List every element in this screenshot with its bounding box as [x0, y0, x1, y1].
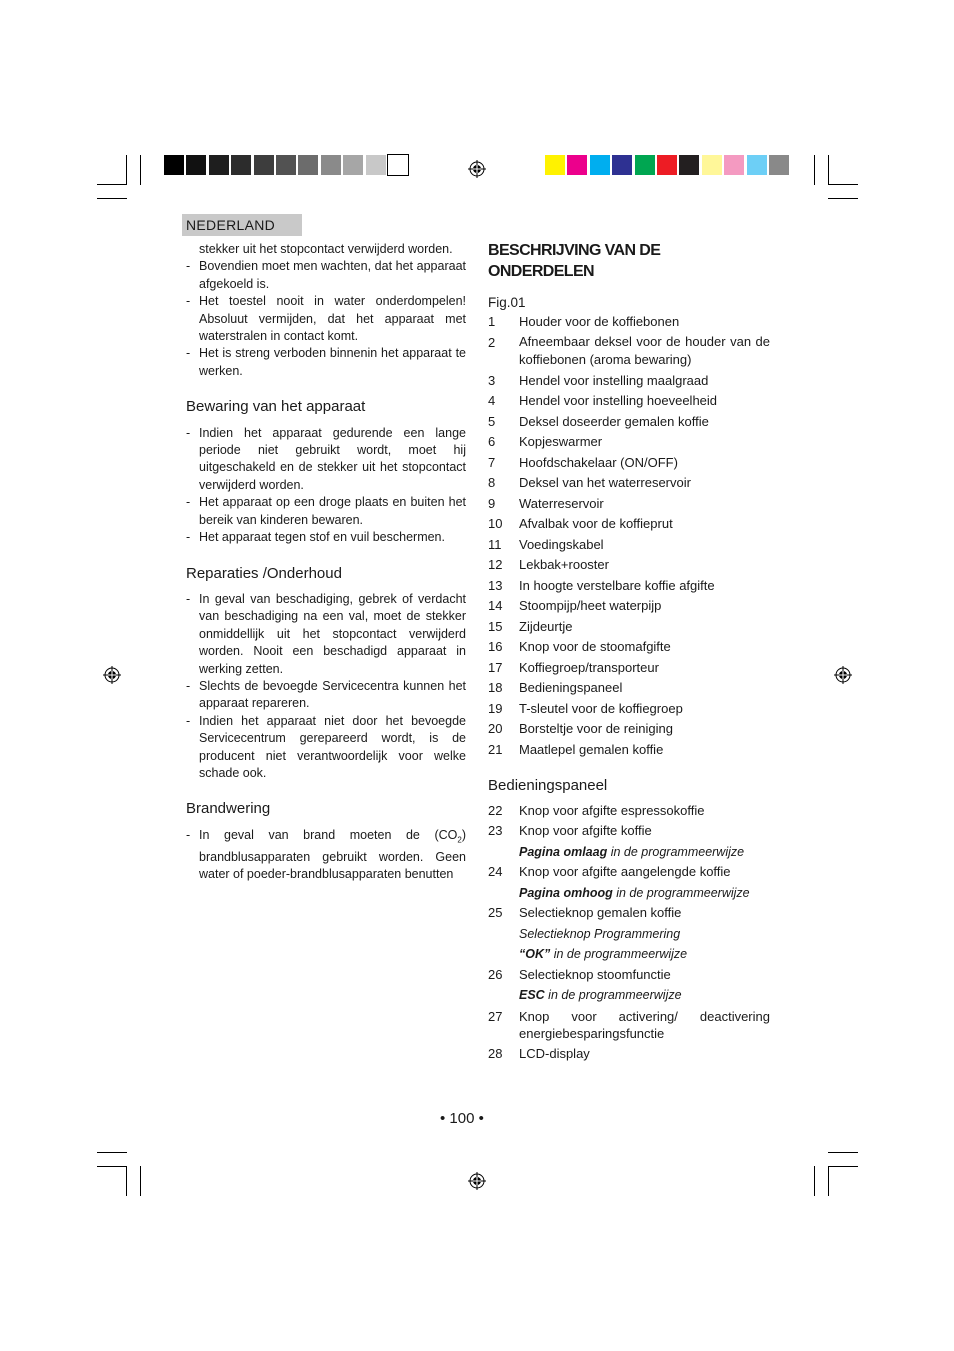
color-swatch — [679, 155, 699, 175]
list-item: 27 Knop voor activering/ deactivering energiebesparingsfunctie — [488, 1008, 770, 1041]
list-item: 9 Waterreservoir — [488, 495, 604, 511]
registration-mark-icon — [468, 160, 486, 178]
list-subitem: “OK” in de programmeerwijze — [519, 947, 688, 961]
registration-mark-icon — [834, 666, 852, 684]
list-subitem: Pagina omlaag in de programmeerwijze — [519, 844, 745, 859]
figure-label: Fig.01 — [488, 295, 526, 310]
color-swatch — [343, 155, 363, 175]
list-item: 10 Afvalbak voor de koffieprut — [488, 516, 673, 531]
list-item: 11 Voedingskabel — [488, 536, 604, 552]
list-subitem: Selectieknop Programmering — [519, 926, 681, 941]
color-swatch — [657, 155, 677, 175]
color-swatch — [388, 155, 408, 175]
list-item: 15 Zijdeurtje — [488, 618, 573, 634]
list-item: 3 Hendel voor instelling maalgraad — [488, 372, 709, 388]
list-item: 18 Bedieningspaneel — [488, 680, 623, 695]
color-swatch — [276, 155, 296, 175]
language-tab — [182, 214, 302, 236]
color-swatch — [186, 155, 206, 175]
list-item: - Het toestel nooit in water onderdompelen! Absoluut vermijden, dat het apparaat met waterstralen in contact komt. — [186, 294, 466, 344]
list-item: 6 Kopjeswarmer — [488, 434, 603, 449]
color-swatch — [612, 155, 632, 175]
page-number: • 100 • — [440, 1110, 484, 1127]
list-item: 7 Hoofdschakelaar (ON/OFF) — [488, 454, 678, 470]
list-item: - Het apparaat op een droge plaats en buiten het bereik van kinderen bewaren. — [186, 495, 466, 527]
color-swatch — [366, 155, 386, 175]
list-item: 8 Deksel van het waterreservoir — [488, 475, 691, 490]
color-swatch — [702, 155, 722, 175]
color-swatch — [635, 155, 655, 175]
left-column — [186, 241, 466, 884]
list-item: 13 In hoogte verstelbare koffie afgifte — [488, 577, 715, 593]
list-item: - Indien het apparaat gedurende een lange periode niet gebruikt wordt, moet hij uitgeschakeld en de stekker uit het stopcontact verwijderd worden. — [186, 425, 466, 492]
list-item: - In geval van beschadiging, gebrek of verdacht van beschadiging na een val, moet de stekker onmiddellijk uit het stopcontact verwijderd worden. Nooit een beschadigd apparaat in werking zetten. — [186, 591, 466, 676]
color-swatch — [769, 155, 789, 175]
color-swatch — [254, 155, 274, 175]
list-item: - Bovendien moet men wachten, dat het apparaat afgekoeld is. — [186, 259, 466, 291]
list-item: 1 Houder voor de koffiebonen — [488, 314, 680, 329]
list-item: 23 Knop voor afgifte koffie — [488, 823, 652, 838]
registration-mark-icon — [103, 666, 121, 684]
color-swatch — [590, 155, 610, 175]
list-item: 4 Hendel voor instelling hoeveelheid — [488, 393, 718, 408]
registration-mark-icon — [468, 1172, 486, 1190]
language-label: NEDERLAND — [186, 217, 276, 233]
list-item: 26 Selectieknop stoomfunctie — [488, 966, 671, 982]
section-heading: Brandwering — [186, 800, 271, 818]
parts-list — [488, 312, 770, 760]
list-item: - Slechts de bevoegde Servicecentra kunnen het apparaat repareren. — [186, 678, 466, 711]
section-heading: Bedieningspaneel — [488, 777, 608, 794]
color-swatch — [545, 155, 565, 175]
color-swatch — [567, 155, 587, 175]
list-item: 14 Stoompijp/heet waterpijp — [488, 598, 662, 613]
section-heading: Bewaring van het apparaat — [186, 398, 366, 416]
list-item: 20 Borsteltje voor de reiniging — [488, 721, 673, 736]
list-item: 17 Koffiegroep/transporteur — [488, 659, 659, 675]
list-subitem: ESC in de programmeerwijze — [519, 988, 682, 1002]
list-item: - Het is streng verboden binnenin het apparaat te werken. — [186, 346, 466, 378]
section-title: BESCHRIJVING VAN DE ONDERDELEN — [488, 242, 661, 280]
list-item: 28 LCD-display — [488, 1045, 590, 1061]
section-heading: Reparaties /Onderhoud — [186, 564, 342, 582]
list-item: 12 Lekbak+rooster — [488, 557, 609, 572]
color-swatch — [724, 155, 744, 175]
list-item: 24 Knop voor afgifte aangelengde koffie — [488, 864, 731, 879]
list-item: - Indien het apparaat niet door het bevoegde Servicecentrum gerepareerd wordt, is de producent niet verantwoordelijk voor welke schade ook. — [186, 713, 466, 780]
list-item: - Het apparaat tegen stof en vuil beschermen. — [186, 530, 445, 545]
list-item: 22 Knop voor afgifte espressokoffie — [488, 802, 705, 818]
color-swatch — [209, 155, 229, 175]
list-item: 19 T-sleutel voor de koffiegroep — [488, 700, 683, 716]
list-item: - In geval van brand moeten de $(CO_2)$ brandblusapparaten gebruikt worden. Geen water of poeder-brandblusapparaten benutten — [186, 827, 466, 882]
list-item: 25 Selectieknop gemalen koffie — [488, 905, 682, 920]
right-column — [488, 241, 770, 1064]
color-swatch — [747, 155, 767, 175]
color-swatch — [321, 155, 341, 175]
list-item: 16 Knop voor de stoomafgifte — [488, 639, 671, 654]
list-item: stekker uit het stopcontact verwijderd worden. — [199, 242, 453, 256]
list-item: 21 Maatlepel gemalen koffie — [488, 741, 664, 757]
color-swatch — [164, 155, 184, 175]
color-swatch — [231, 155, 251, 175]
list-item: 5 Deksel doseerder gemalen koffie — [488, 413, 709, 429]
list-subitem: Pagina omhoog in de programmeerwijze — [519, 885, 750, 900]
color-swatch — [298, 155, 318, 175]
list-item: 2 Afneembaar deksel voor de houder van de koffiebonen (aroma bewaring) — [488, 333, 770, 367]
